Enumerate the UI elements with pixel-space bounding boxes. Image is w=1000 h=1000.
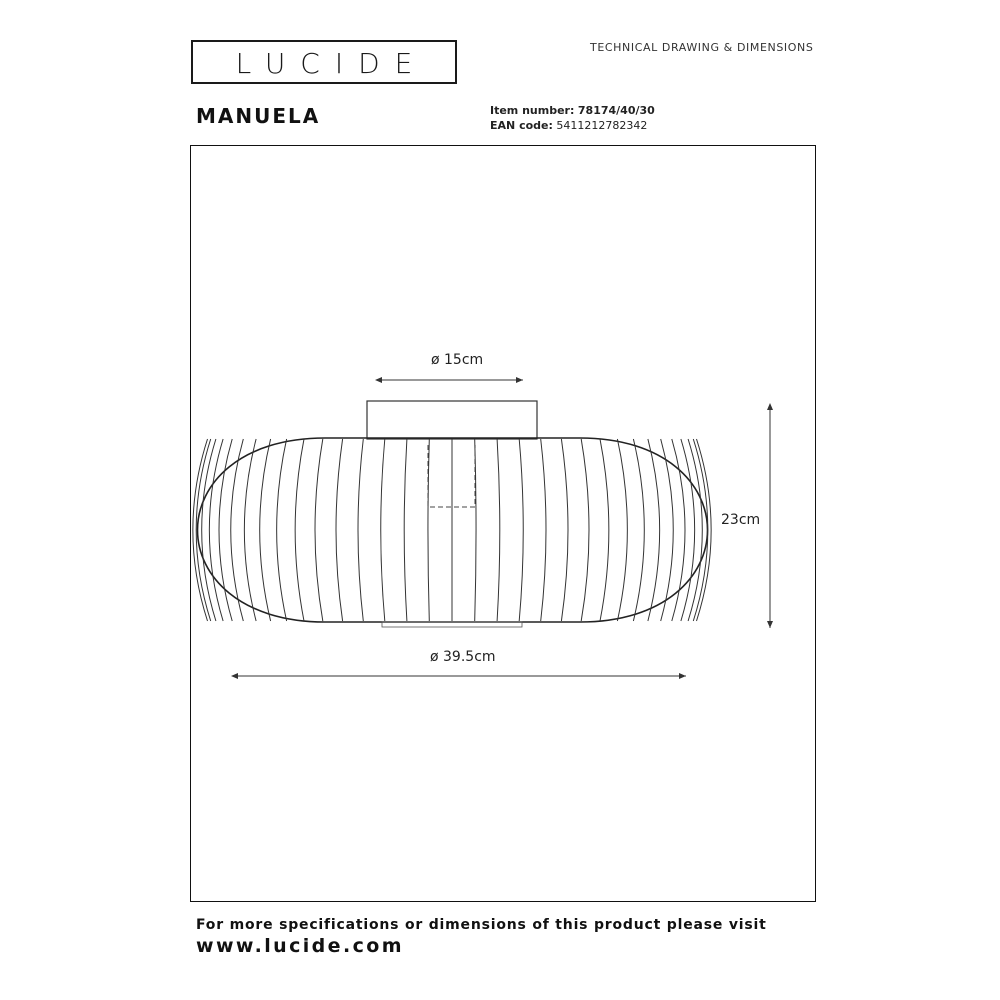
item-number-label: Item number: xyxy=(490,104,575,117)
height-label: 23cm xyxy=(721,512,761,528)
lamp-rib xyxy=(381,439,385,621)
brand-logo-text: LUCIDE xyxy=(235,47,428,80)
item-number xyxy=(490,104,655,117)
footer-note: For more specifications or dimensions of this product please visit xyxy=(196,917,767,933)
lamp-rib xyxy=(681,439,695,621)
lamp-rib xyxy=(358,439,363,621)
product-name: MANUELA xyxy=(196,104,321,128)
lamp-rib xyxy=(336,439,343,621)
item-number-value: 78174/40/30 xyxy=(577,104,655,117)
lamp-rib xyxy=(231,439,244,621)
lamp-rib xyxy=(193,439,208,621)
lamp-rib xyxy=(315,439,323,621)
lamp-rib xyxy=(428,439,429,621)
bottom-diameter-label: ø 39.5cm xyxy=(430,649,496,665)
lamp-rib xyxy=(617,439,627,621)
brand-logo xyxy=(191,40,457,84)
lamp-ribs xyxy=(193,439,711,621)
lamp-rib xyxy=(497,439,500,621)
lamp-rib xyxy=(648,439,660,621)
top-diameter-label: ø 15cm xyxy=(431,352,484,368)
website-link[interactable]: www.lucide.com xyxy=(196,935,404,957)
mount-plate xyxy=(367,401,537,439)
document-type: TECHNICAL DRAWING & DIMENSIONS xyxy=(590,41,814,54)
lamp-rib xyxy=(688,439,702,621)
ean-code xyxy=(490,119,647,132)
lamp-rib xyxy=(600,439,609,621)
lamp-rib xyxy=(295,439,304,621)
lamp-rib xyxy=(202,439,216,621)
lamp-rib xyxy=(561,439,568,621)
lamp-rib xyxy=(244,439,256,621)
ean-code-value: 5411212782342 xyxy=(556,119,648,132)
lamp-rib xyxy=(209,439,223,621)
lamp-rib xyxy=(541,439,546,621)
lamp-rib xyxy=(260,439,271,621)
lamp-rib xyxy=(697,439,712,621)
lamp-rib xyxy=(475,439,476,621)
lamp-rib xyxy=(581,439,589,621)
lamp-rib xyxy=(661,439,674,621)
lamp-rib xyxy=(404,439,407,621)
lamp-rib xyxy=(633,439,644,621)
lamp-rib xyxy=(277,439,287,621)
lamp-rib xyxy=(519,439,523,621)
technical-drawing xyxy=(190,145,816,902)
ean-code-label: EAN code: xyxy=(490,119,553,132)
